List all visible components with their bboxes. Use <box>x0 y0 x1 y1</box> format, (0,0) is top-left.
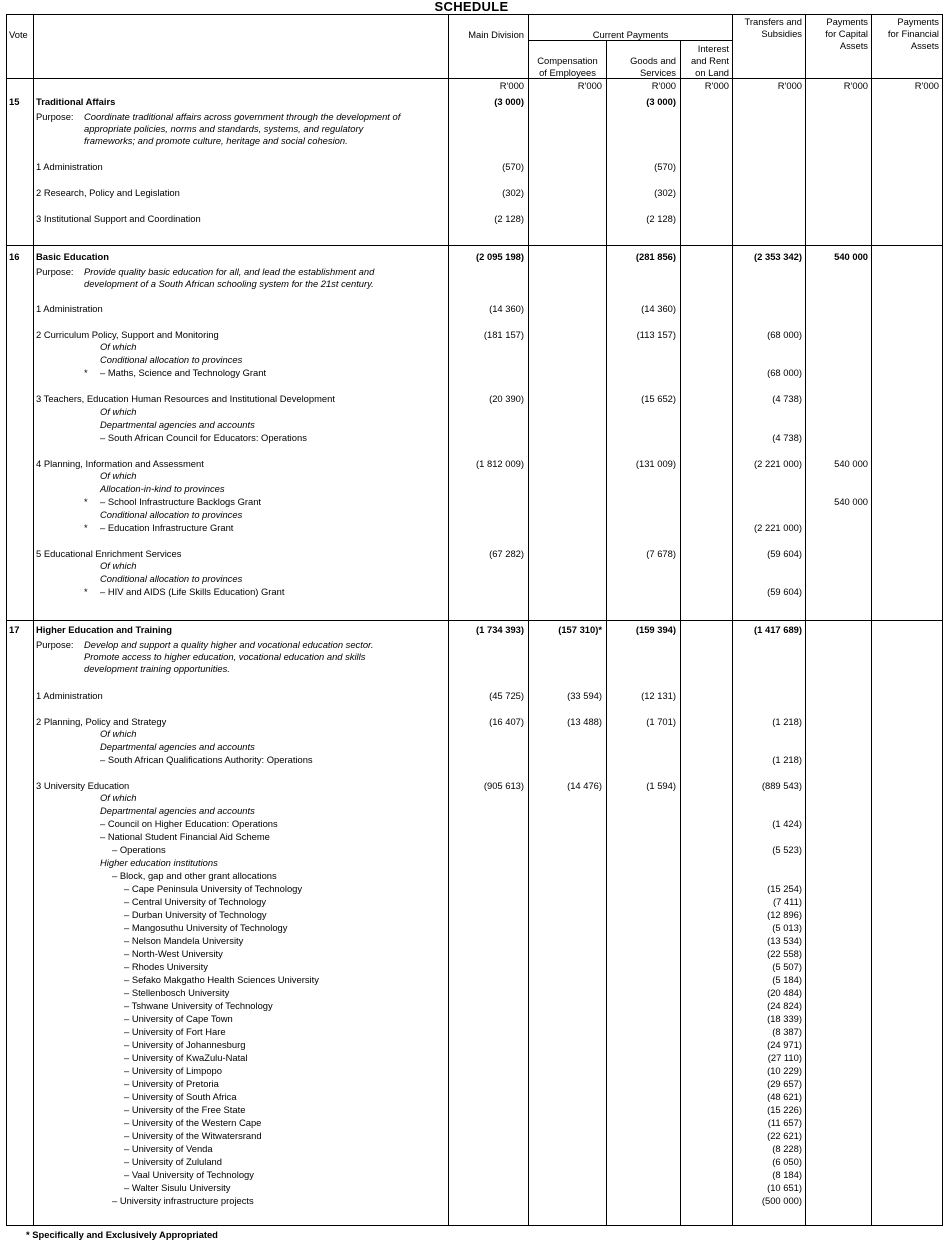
row-label: – HIV and AIDS (Life Skills Education) Grant <box>100 586 285 597</box>
cell-transfers: (12 896) <box>767 909 802 920</box>
row-label: * <box>84 586 88 597</box>
footnote: * Specifically and Exclusively Appropriated <box>26 1229 218 1240</box>
cell-goods: (570) <box>654 161 676 172</box>
row-label: – Education Infrastructure Grant <box>100 522 234 533</box>
cell-goods: (281 856) <box>635 251 676 262</box>
row-label: – North-West University <box>124 948 223 959</box>
unit-financial: R'000 <box>914 80 939 91</box>
row-label: * <box>84 367 88 378</box>
row-label: Departmental agencies and accounts <box>100 419 255 430</box>
cell-comp: (13 488) <box>567 716 602 727</box>
row-label: 2 Planning, Policy and Strategy <box>36 716 167 727</box>
vote-title: Higher Education and Training <box>36 624 172 635</box>
rule-capital-col <box>805 14 806 1226</box>
unit-capital: R'000 <box>843 80 868 91</box>
cell-transfers: (15 254) <box>767 883 802 894</box>
row-label: 1 Administration <box>36 161 103 172</box>
cell-transfers: (1 218) <box>772 716 802 727</box>
unit-comp: R'000 <box>577 80 602 91</box>
cell-transfers: (889 543) <box>761 780 802 791</box>
row-label: 3 Teachers, Education Human Resources and Institutional Development <box>36 393 335 404</box>
cell-transfers: (10 651) <box>767 1182 802 1193</box>
row-label: – University of KwaZulu-Natal <box>124 1052 248 1063</box>
cell-transfers: (8 184) <box>772 1169 802 1180</box>
cell-main: (3 000) <box>494 96 524 107</box>
rule-top <box>6 14 943 15</box>
cell-goods: (7 678) <box>646 548 676 559</box>
cell-transfers: (6 050) <box>772 1156 802 1167</box>
row-label: Purpose: <box>36 111 74 122</box>
header-goods-1: Goods and <box>630 55 676 66</box>
row-label: 1 Administration <box>36 690 103 701</box>
cell-comp: (33 594) <box>567 690 602 701</box>
cell-goods: (113 157) <box>636 329 676 340</box>
cell-transfers: (27 110) <box>767 1052 802 1063</box>
cell-transfers: (5 184) <box>772 974 802 985</box>
cell-capital: 540 000 <box>834 458 868 469</box>
cell-transfers: (1 424) <box>772 818 802 829</box>
row-label: – Walter Sisulu University <box>124 1182 231 1193</box>
cell-goods: (15 652) <box>641 393 676 404</box>
row-label: – Rhodes University <box>124 961 208 972</box>
row-label: 3 University Education <box>36 780 130 791</box>
rule-left <box>6 14 7 1226</box>
row-label: Purpose: <box>36 266 74 277</box>
cell-transfers: (2 221 000) <box>754 458 802 469</box>
row-label: Departmental agencies and accounts <box>100 805 255 816</box>
row-label: – Block, gap and other grant allocations <box>112 870 277 881</box>
row-label: 3 Institutional Support and Coordination <box>36 213 201 224</box>
cell-transfers: (22 558) <box>767 948 802 959</box>
row-label: Of which <box>100 341 137 352</box>
cell-transfers: (59 604) <box>767 548 802 559</box>
vote-title: Basic Education <box>36 251 109 262</box>
cell-comp: (157 310)* <box>558 624 602 635</box>
vote-title: Traditional Affairs <box>36 96 116 107</box>
row-label: Of which <box>100 470 137 481</box>
cell-goods: (2 128) <box>646 213 676 224</box>
cell-transfers: (11 657) <box>767 1117 802 1128</box>
vote-number: 17 <box>9 624 20 635</box>
header-vote: Vote <box>9 29 28 40</box>
rule-main-col <box>448 14 449 1226</box>
row-label: – University of the Western Cape <box>124 1117 262 1128</box>
cell-transfers: (8 228) <box>772 1143 802 1154</box>
cell-transfers: (20 484) <box>767 987 802 998</box>
cell-transfers: (5 013) <box>772 922 802 933</box>
schedule-title: SCHEDULE <box>434 0 509 14</box>
cell-main: (16 407) <box>489 716 524 727</box>
cell-goods: (14 360) <box>641 303 676 314</box>
rule-bottom <box>6 1225 943 1226</box>
cell-transfers: (68 000) <box>767 329 802 340</box>
cell-capital: 540 000 <box>834 251 868 262</box>
cell-main: (905 613) <box>483 780 524 791</box>
cell-transfers: (1 417 689) <box>754 624 802 635</box>
header-interest-1: Interest <box>697 43 729 54</box>
cell-main: (570) <box>502 161 524 172</box>
row-label: Develop and support a quality higher and vocational education sector. <box>84 639 374 650</box>
cell-transfers: (5 523) <box>772 844 802 855</box>
cell-transfers: (59 604) <box>767 586 802 597</box>
cell-transfers: (15 226) <box>767 1104 802 1115</box>
row-label: – Vaal University of Technology <box>124 1169 254 1180</box>
row-label: – University of Pretoria <box>124 1078 219 1089</box>
rule-comp-col <box>528 14 529 1226</box>
header-transfers-1: Transfers and <box>744 16 802 27</box>
rule-header-bottom <box>6 78 943 79</box>
row-label: – National Student Financial Aid Scheme <box>100 831 270 842</box>
row-label: * <box>84 522 88 533</box>
cell-transfers: (13 534) <box>767 935 802 946</box>
row-label: Departmental agencies and accounts <box>100 741 255 752</box>
cell-transfers: (8 387) <box>772 1026 802 1037</box>
row-label: Conditional allocation to provinces <box>100 354 243 365</box>
cell-transfers: (22 621) <box>767 1130 802 1141</box>
header-financial-2: for Financial <box>887 28 939 39</box>
rule-right <box>942 14 943 1226</box>
row-label: – Durban University of Technology <box>124 909 267 920</box>
header-main-division: Main Division <box>468 29 524 40</box>
unit-interest: R'000 <box>704 80 729 91</box>
header-capital-3: Assets <box>839 40 868 51</box>
row-label: * <box>84 496 88 507</box>
row-label: Promote access to higher education, vocational education and skills <box>84 651 366 662</box>
cell-goods: (3 000) <box>646 96 676 107</box>
cell-goods: (131 009) <box>635 458 676 469</box>
row-label: 2 Curriculum Policy, Support and Monitoring <box>36 329 219 340</box>
row-label: Of which <box>100 792 137 803</box>
row-label: Conditional allocation to provinces <box>100 509 243 520</box>
row-label: Provide quality basic education for all, and lead the establishment and <box>84 266 375 277</box>
cell-main: (1 734 393) <box>476 624 524 635</box>
row-label: appropriate policies, norms and standards, systems, and regulatory <box>84 123 364 134</box>
row-label: 4 Planning, Information and Assessment <box>36 458 204 469</box>
row-label: – University of Cape Town <box>124 1013 233 1024</box>
row-label: – Tshwane University of Technology <box>124 1000 273 1011</box>
rule-interest-col <box>680 40 681 1226</box>
row-label: Of which <box>100 560 137 571</box>
cell-comp: (14 476) <box>567 780 602 791</box>
unit-main: R'000 <box>499 80 524 91</box>
header-transfers-2: Subsidies <box>761 28 802 39</box>
row-label: – Nelson Mandela University <box>124 935 244 946</box>
row-label: Purpose: <box>36 639 74 650</box>
cell-transfers: (5 507) <box>772 961 802 972</box>
cell-transfers: (48 621) <box>767 1091 802 1102</box>
row-label: – Cape Peninsula University of Technology <box>124 883 303 894</box>
row-label: 2 Research, Policy and Legislation <box>36 187 180 198</box>
row-label: Higher education institutions <box>100 857 218 868</box>
cell-transfers: (10 229) <box>767 1065 802 1076</box>
row-label: – School Infrastructure Backlogs Grant <box>100 496 262 507</box>
cell-main: (181 157) <box>483 329 524 340</box>
cell-main: (45 725) <box>489 690 524 701</box>
row-label: – University of the Free State <box>124 1104 246 1115</box>
row-label: Coordinate traditional affairs across government through the development of <box>84 111 401 122</box>
cell-transfers: (2 221 000) <box>754 522 802 533</box>
unit-goods: R'000 <box>651 80 676 91</box>
row-label: – Central University of Technology <box>124 896 267 907</box>
cell-transfers: (68 000) <box>767 367 802 378</box>
cell-goods: (1 594) <box>646 780 676 791</box>
cell-transfers: (29 657) <box>767 1078 802 1089</box>
row-label: – Stellenbosch University <box>124 987 230 998</box>
row-label: development of a South African schooling system for the 21st century. <box>84 278 374 289</box>
row-label: 1 Administration <box>36 303 103 314</box>
row-label: – University infrastructure projects <box>112 1195 254 1206</box>
row-label: – University of South Africa <box>124 1091 237 1102</box>
cell-transfers: (4 738) <box>772 432 802 443</box>
row-label: Allocation-in-kind to provinces <box>100 483 225 494</box>
rule-vote-col <box>33 14 34 1226</box>
row-label: – University of Venda <box>124 1143 213 1154</box>
row-label: – South African Council for Educators: Operations <box>100 432 307 443</box>
row-label: – Maths, Science and Technology Grant <box>100 367 267 378</box>
cell-goods: (1 701) <box>646 716 676 727</box>
row-label: – University of Zululand <box>124 1156 222 1167</box>
schedule-table <box>6 14 943 1226</box>
cell-transfers: (4 738) <box>772 393 802 404</box>
row-label: – Council on Higher Education: Operations <box>100 818 278 829</box>
header-interest-2: and Rent <box>690 55 729 66</box>
rule-current-payments <box>528 40 732 41</box>
cell-main: (1 812 009) <box>476 458 524 469</box>
cell-main: (2 128) <box>494 213 524 224</box>
row-label: – South African Qualifications Authority: Operations <box>100 754 313 765</box>
row-label: Of which <box>100 406 137 417</box>
row-label: – University of Fort Hare <box>124 1026 226 1037</box>
cell-goods: (12 131) <box>641 690 676 701</box>
row-label: frameworks; and promote culture, heritage and social cohesion. <box>84 135 348 146</box>
cell-transfers: (500 000) <box>761 1195 802 1206</box>
cell-transfers: (7 411) <box>772 896 802 907</box>
header-financial-1: Payments <box>897 16 939 27</box>
cell-main: (2 095 198) <box>476 251 524 262</box>
row-label: Conditional allocation to provinces <box>100 573 243 584</box>
row-label: – Mangosuthu University of Technology <box>124 922 288 933</box>
cell-main: (14 360) <box>489 303 524 314</box>
header-financial-3: Assets <box>910 40 939 51</box>
row-label: – Sefako Makgatho Health Sciences University <box>124 974 319 985</box>
row-label: – University of Limpopo <box>124 1065 222 1076</box>
cell-capital: 540 000 <box>834 496 868 507</box>
unit-transfers: R'000 <box>777 80 802 91</box>
cell-goods: (159 394) <box>635 624 676 635</box>
header-capital-1: Payments <box>826 16 868 27</box>
header-goods-2: Services <box>640 67 676 78</box>
cell-transfers: (24 824) <box>767 1000 802 1011</box>
rule-vote-16-end <box>6 620 943 621</box>
rule-vote-15-end <box>6 245 943 246</box>
cell-transfers: (1 218) <box>772 754 802 765</box>
header-current-payments: Current Payments <box>592 29 669 40</box>
header-interest-3: on Land <box>695 67 729 78</box>
row-label: 5 Educational Enrichment Services <box>36 548 182 559</box>
row-label: – University of Johannesburg <box>124 1039 246 1050</box>
cell-main: (302) <box>502 187 524 198</box>
cell-transfers: (2 353 342) <box>754 251 802 262</box>
row-label: Of which <box>100 728 137 739</box>
row-label: development training opportunities. <box>84 663 230 674</box>
vote-number: 15 <box>9 96 20 107</box>
cell-goods: (302) <box>654 187 676 198</box>
cell-transfers: (24 971) <box>767 1039 802 1050</box>
row-label: – Operations <box>112 844 166 855</box>
header-comp-2: of Employees <box>539 67 596 78</box>
vote-number: 16 <box>9 251 20 262</box>
rule-financial-col <box>871 14 872 1226</box>
row-label: – University of the Witwatersrand <box>124 1130 262 1141</box>
header-capital-2: for Capital <box>825 28 868 39</box>
header-comp-1: Compensation <box>537 55 598 66</box>
cell-main: (67 282) <box>489 548 524 559</box>
cell-main: (20 390) <box>489 393 524 404</box>
cell-transfers: (18 339) <box>767 1013 802 1024</box>
